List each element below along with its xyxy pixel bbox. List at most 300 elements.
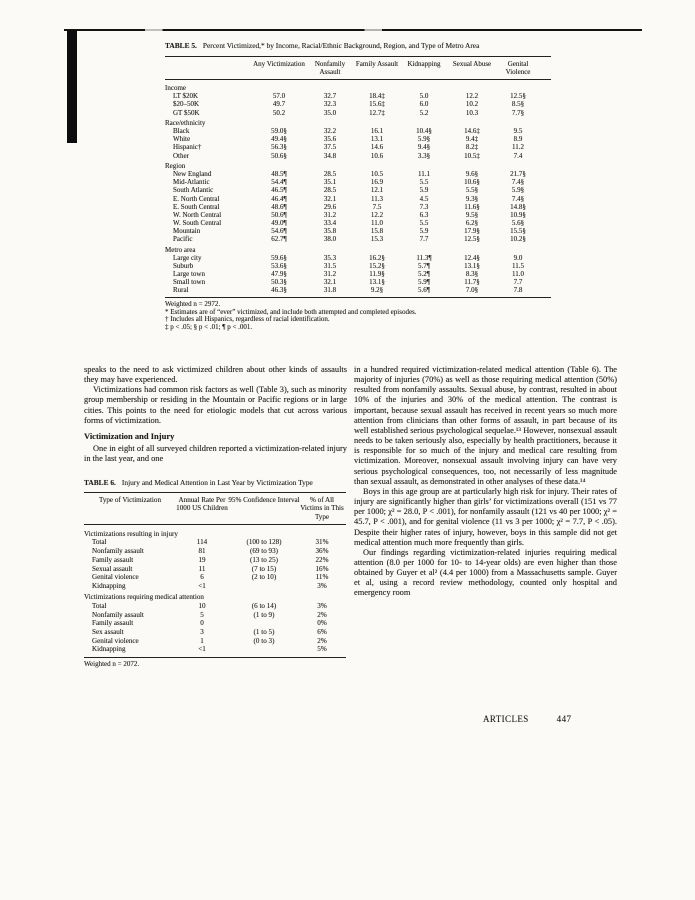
table5-cell-genital-violence: 7.4§	[511, 194, 525, 203]
table5-cell-family-assault: 15.6‡	[369, 100, 385, 109]
table5-cell-kidnapping	[399, 84, 449, 92]
table5-cell-sexual-abuse: 8.3§	[465, 269, 479, 278]
table6-cell-percent-of-victims: 5%	[317, 645, 327, 654]
table5-cell-nonfamily-assault: 35.6	[323, 135, 337, 144]
table5-row-label: Rural	[173, 286, 189, 295]
table5-row	[165, 109, 551, 117]
paragraph: Boys in this age group are at particularly high risk for injury. Their rates of injury are significantly higher than girls’ for victimizations overall (151 vs 77 per 1000; χ² = 28.0, P < .001), for nonfamily assault (121 vs 40 per 1000; χ² = 45.7, P < .001), and for genital violence (11 vs 3 per 1000; χ² = 7.7, P < .05). Despite their higher rates of injury, however, boys in this sample did not get medical attention much more frequently than girls.	[354, 486, 617, 547]
table6-row	[84, 530, 346, 539]
table5-footnote: * Estimates are of “ever” victimized, and include both attempted and completed episodes.	[165, 307, 417, 316]
table5-cell-kidnapping: 9.4§	[417, 143, 431, 152]
table5-cell-nonfamily-assault: 37.5	[323, 143, 337, 152]
table6-row-label: Genital violence	[92, 573, 139, 582]
table6-cell-confidence-interval	[228, 645, 300, 654]
table5-row-label: Mountain	[173, 226, 201, 235]
table6-header-row	[84, 492, 346, 525]
table5-cell-genital-violence: 9.5	[513, 127, 523, 136]
table5-cell-nonfamily-assault: 35.1	[323, 178, 337, 187]
table5-cell-sexual-abuse	[449, 162, 495, 170]
table5-cell-any-victimization: 49.0¶	[271, 218, 287, 227]
table5	[165, 42, 551, 331]
table5-row	[165, 162, 551, 170]
table5-row	[165, 127, 551, 135]
table5-row	[165, 203, 551, 211]
table5-row	[165, 227, 551, 235]
scan-binding-mark	[67, 30, 77, 143]
table5-cell-genital-violence	[495, 162, 541, 170]
table6-cell-confidence-interval: (1 to 9)	[253, 610, 275, 619]
table5-row	[165, 84, 551, 92]
table6-caption	[84, 479, 346, 488]
table6-row	[84, 611, 346, 620]
table6-row-label: Sexual assault	[92, 564, 133, 573]
table5-cell-kidnapping: 5.7¶	[418, 261, 430, 270]
table5-row-label: Mid-Atlantic	[173, 178, 210, 187]
table5-cell-genital-violence	[495, 84, 541, 92]
table5-cell-nonfamily-assault	[305, 162, 355, 170]
table5-cell-sexual-abuse: 5.5§	[465, 186, 479, 195]
table6-cell-confidence-interval: (6 to 14)	[251, 601, 277, 610]
table5-cell-genital-violence: 7.8	[513, 286, 523, 295]
paragraph: speaks to the need to ask victimized children about other kinds of assaults they may have experienced.	[84, 365, 347, 385]
table5-row	[165, 246, 551, 254]
table6-cell-annual-rate: 81	[198, 547, 206, 556]
table5-cell-nonfamily-assault: 32.1	[323, 277, 337, 286]
table5-cell-kidnapping	[399, 246, 449, 254]
table5-cell-family-assault: 7.5	[372, 202, 382, 211]
table6-cell-confidence-interval: (0 to 3)	[253, 636, 275, 645]
table5-cell-kidnapping: 5.5	[419, 178, 429, 187]
table5-row-label: W. North Central	[173, 210, 222, 219]
footer-section-label: ARTICLES	[483, 714, 529, 724]
table5-row-label: Income	[165, 84, 186, 93]
table5-cell-sexual-abuse: 7.0§	[465, 286, 479, 295]
table5-cell-genital-violence: 14.8§	[510, 202, 526, 211]
table5-row	[165, 219, 551, 227]
table5-cell-genital-violence: 11.5	[512, 261, 524, 270]
table5-cell-sexual-abuse: 10.5‡	[464, 151, 480, 160]
table5-cell-kidnapping	[399, 119, 449, 127]
table5-cell-nonfamily-assault: 32.7	[323, 92, 337, 101]
table6-row	[84, 637, 346, 646]
table5-row	[165, 186, 551, 194]
table6-cell-confidence-interval: (69 to 93)	[250, 547, 278, 556]
table5-cell-any-victimization: 56.3§	[271, 143, 287, 152]
table5-cell-any-victimization	[253, 119, 305, 127]
table5-cell-nonfamily-assault: 32.1	[323, 194, 337, 203]
table5-caption	[165, 42, 551, 51]
table6-row	[84, 565, 346, 574]
table5-cell-family-assault: 14.6	[370, 143, 384, 152]
table6-cell-percent-of-victims: 3%	[317, 601, 327, 610]
table5-cell-family-assault	[355, 84, 399, 92]
table5-footnote: Weighted n = 2972.	[165, 300, 221, 309]
table6-row-label: Kidnapping	[92, 581, 126, 590]
table5-cell-genital-violence: 5.6§	[511, 218, 525, 227]
table5-body	[165, 80, 551, 298]
table5-cell-nonfamily-assault: 35.3	[323, 253, 337, 262]
table6-row-label: Victimizations resulting in injury	[84, 529, 178, 538]
table5-cell-nonfamily-assault: 31.8	[323, 286, 337, 295]
table6-cell-annual-rate: 1	[200, 636, 204, 645]
table5-cell-any-victimization: 46.4¶	[271, 194, 287, 203]
table5-column-header: Family Assault	[355, 59, 399, 68]
table5-cell-family-assault: 9.2§	[370, 286, 384, 295]
table5-cell-kidnapping: 5.6¶	[418, 286, 430, 295]
table6-caption-text: Injury and Medical Attention in Last Year by Victimization Type	[121, 478, 313, 488]
table6-cell-annual-rate: 19	[198, 555, 206, 564]
table5-cell-nonfamily-assault: 28.5	[323, 170, 337, 179]
table5-header-blank-cell	[165, 60, 253, 76]
table6-row-label: Family assault	[92, 555, 134, 564]
scan-top-rule	[64, 29, 642, 31]
table5-row-label: GT $50K	[173, 108, 200, 117]
table6-row-label: Nonfamily assault	[92, 610, 144, 619]
table6-cell-confidence-interval: (2 to 10)	[251, 573, 277, 582]
table5-cell-kidnapping: 5.2	[419, 108, 429, 117]
table5-row-label: Suburb	[173, 261, 194, 270]
table5-cell-nonfamily-assault: 32.2	[323, 127, 337, 136]
table5-row	[165, 135, 551, 143]
table5-cell-any-victimization: 59.0§	[271, 127, 287, 136]
table5-cell-family-assault: 11.9§	[369, 269, 385, 278]
table5-cell-any-victimization: 49.7	[272, 100, 286, 109]
table5-row	[165, 143, 551, 151]
table5-cell-kidnapping: 5.5	[419, 218, 429, 227]
table5-footnotes	[165, 301, 551, 331]
table5-cell-any-victimization	[253, 84, 305, 92]
table5-cell-nonfamily-assault: 34.8	[323, 151, 337, 160]
paragraph: Victimizations had common risk factors as well (Table 3), such as minority group membership or residing in the Mountain or Pacific regions or in large cities. This points to the need for etiologic models that cut across various forms of victimization.	[84, 385, 347, 425]
table5-row-label: Other	[173, 151, 189, 160]
table5-cell-family-assault: 10.5	[370, 170, 384, 179]
table6-cell-confidence-interval: (13 to 25)	[250, 555, 278, 564]
table5-cell-sexual-abuse: 10.2	[465, 100, 479, 109]
table5-row-label: Region	[165, 162, 186, 171]
table5-row-label: Large town	[173, 269, 205, 278]
table5-row-label: New England	[173, 170, 212, 179]
table5-row-label: $20–50K	[173, 100, 200, 109]
table5-cell-nonfamily-assault: 33.4	[323, 218, 337, 227]
table5-cell-kidnapping: 6.3	[419, 210, 429, 219]
paragraph: One in eight of all surveyed children reported a victimization-related injury in the last year, and one	[84, 443, 347, 464]
table5-cell-any-victimization: 48.6¶	[271, 202, 287, 211]
table5-cell-kidnapping: 10.4§	[416, 127, 432, 136]
table6-row	[84, 538, 346, 547]
table6-cell-confidence-interval	[228, 582, 300, 591]
table5-row	[165, 92, 551, 100]
table5-cell-family-assault: 16.1	[370, 127, 384, 136]
table6-cell-percent-of-victims: 31%	[315, 538, 329, 547]
table6-cell-annual-rate: 10	[198, 601, 206, 610]
table5-cell-sexual-abuse: 11.7§	[464, 277, 480, 286]
table5-cell-kidnapping: 7.7	[419, 234, 429, 243]
table6-cell-confidence-interval: (1 to 5)	[253, 628, 275, 636]
table5-cell-family-assault: 12.7‡	[369, 108, 385, 117]
table5-cell-kidnapping: 3.3§	[417, 151, 431, 160]
table6-cell-annual-rate: 114	[196, 538, 208, 547]
table6-cell-percent-of-victims: 0%	[317, 619, 327, 628]
table5-row	[165, 211, 551, 219]
table5-cell-nonfamily-assault: 35.0	[323, 108, 337, 117]
table5-cell-nonfamily-assault: 28.5	[323, 186, 337, 195]
table6-cell-confidence-interval: (100 to 128)	[246, 538, 282, 547]
table6-cell-annual-rate: 0	[200, 619, 204, 628]
table5-cell-family-assault	[355, 246, 399, 254]
table5-row-label: E. South Central	[173, 202, 220, 211]
paragraph: in a hundred required victimization-related medical attention (Table 6). The majority of injuries (70%) as well as those requiring medical attention (50%) resulted from nonfamily assaults. Sexual abuse, by contrast, resulted in about 10% of the injuries and 30% of the medical attention. The contrast is important, because sexual assault has received in recent years so much more attention from clinicians than other forms of assault, in part because of its well established serious psychological sequelae.¹³ However, nonsexual assault needs to be taken seriously also, especially by health practitioners, because it is responsible for so much of the injury and medical care resulting from victimization. Moreover, nonsexual assault involving injury can have very serious psychological consequences, too, not necessarily of less magnitude than sexual assault, as demonstrated in other analyses of these data.¹⁴	[354, 365, 617, 486]
table5-cell-sexual-abuse: 12.2	[465, 92, 479, 101]
table5-column-header: Kidnapping	[407, 59, 441, 68]
table5-row	[165, 254, 551, 262]
table5-cell-genital-violence	[495, 119, 541, 127]
table5-cell-genital-violence: 11.0	[512, 269, 524, 278]
table6-cell-annual-rate: <1	[198, 645, 206, 654]
table5-cell-sexual-abuse: 9.3§	[465, 194, 479, 203]
table5-cell-family-assault: 15.2§	[369, 261, 385, 270]
table5-cell-kidnapping: 11.1	[418, 170, 430, 179]
table5-cell-genital-violence: 8.9	[513, 135, 523, 144]
table5-row	[165, 100, 551, 108]
table5-cell-family-assault: 15.3	[370, 234, 384, 243]
table5-row	[165, 170, 551, 178]
table5-row-label: Black	[173, 127, 190, 136]
table5-cell-kidnapping: 5.9	[419, 226, 429, 235]
table6-cell-percent-of-victims: 6%	[317, 628, 327, 636]
table6-cell-confidence-interval: (7 to 15)	[251, 564, 277, 573]
table5-caption-text: Percent Victimized,* by Income, Racial/Ethnic Background, Region, and Type of Metro Area	[202, 41, 480, 50]
table5-cell-any-victimization	[253, 162, 305, 170]
table5-cell-genital-violence: 7.7§	[511, 108, 525, 117]
left-column	[84, 365, 347, 669]
table6-column-header: Annual Rate Per 1000 US Children	[176, 496, 228, 513]
table6-cell-annual-rate: 6	[200, 573, 204, 582]
table5-row-label: Race/ethnicity	[165, 119, 206, 128]
table6-footnote: Weighted n = 2072.	[84, 660, 140, 669]
table5-cell-genital-violence: 11.2	[512, 143, 524, 152]
table5-cell-kidnapping: 5.2¶	[418, 269, 430, 278]
table5-row-label: Metro area	[165, 245, 196, 254]
table6-cell-percent-of-victims: 2%	[317, 610, 327, 619]
table5-row	[165, 270, 551, 278]
table6-row	[84, 593, 346, 602]
table5-cell-any-victimization: 49.4§	[271, 135, 287, 144]
table5-cell-sexual-abuse: 9.5§	[465, 210, 479, 219]
table5-row	[165, 195, 551, 203]
table6-row	[84, 619, 346, 628]
table5-cell-kidnapping	[399, 162, 449, 170]
table5-cell-family-assault: 12.1	[370, 186, 384, 195]
table5-cell-family-assault: 16.9	[370, 178, 384, 187]
table6-row-label: Total	[92, 601, 107, 610]
table5-row	[165, 262, 551, 270]
table5-cell-genital-violence: 7.4	[513, 151, 523, 160]
section-heading: Victimization and Injury	[84, 430, 175, 441]
table5-cell-kidnapping: 11.3¶	[416, 253, 432, 262]
table5-row-label: W. South Central	[173, 218, 222, 227]
table5-cell-kidnapping: 6.0	[419, 100, 429, 109]
table5-cell-sexual-abuse: 17.9§	[464, 226, 480, 235]
table5-column-header: Any Victimization	[253, 59, 305, 68]
table5-cell-family-assault: 13.1	[370, 135, 384, 144]
table6-row	[84, 547, 346, 556]
table5-cell-family-assault: 15.8	[370, 226, 384, 235]
table6-row	[84, 582, 346, 591]
table5-cell-family-assault: 11.0	[371, 218, 383, 227]
table5-cell-any-victimization: 50.2	[272, 108, 286, 117]
table5-cell-sexual-abuse: 13.1§	[464, 261, 480, 270]
table5-cell-nonfamily-assault	[305, 246, 355, 254]
table6-row-label: Total	[92, 538, 107, 547]
table5-row-label: South Atlantic	[173, 186, 214, 195]
table5-cell-any-victimization: 54.6¶	[271, 226, 287, 235]
table5-cell-any-victimization: 46.3§	[271, 286, 287, 295]
table5-row	[165, 178, 551, 186]
table5-cell-family-assault: 11.3	[371, 194, 383, 203]
paragraph: Our findings regarding victimization-related injuries requiring medical attention (8.0 per 1000 for 10- to 14-year olds) are even higher than those obtained by Guyer et al² (4.4 per 1000) from a Massachusetts sample. Guyer et al, using a record review methodology, counted only hospital and emergency room	[354, 547, 617, 598]
table6-cell-confidence-interval	[228, 619, 300, 628]
table5-row	[165, 235, 551, 243]
table6-column-header: 95% Confidence Interval	[228, 496, 300, 505]
table5-cell-genital-violence: 7.4§	[511, 178, 525, 187]
table6-row	[84, 573, 346, 582]
table5-cell-family-assault: 12.2	[370, 210, 384, 219]
table6-row-label: Victimizations requiring medical attention	[84, 593, 204, 602]
table5-cell-any-victimization: 50.6¶	[271, 210, 287, 219]
right-column	[354, 365, 617, 599]
table5-cell-family-assault	[355, 119, 399, 127]
table5-cell-nonfamily-assault: 29.6	[323, 202, 337, 211]
table5-cell-genital-violence	[495, 246, 541, 254]
table5-cell-any-victimization: 50.3§	[271, 277, 287, 286]
table5-cell-nonfamily-assault	[305, 119, 355, 127]
table6-cell-percent-of-victims: 22%	[315, 555, 329, 564]
table5-cell-sexual-abuse: 10.6§	[464, 178, 480, 187]
table5-cell-family-assault	[355, 162, 399, 170]
table5-row-label: LT $20K	[173, 92, 199, 101]
table5-cell-kidnapping: 5.9	[419, 186, 429, 195]
table5-cell-family-assault: 13.1§	[369, 277, 385, 286]
table5-cell-kidnapping: 5.9§	[417, 135, 431, 144]
table5-cell-family-assault: 10.6	[370, 151, 384, 160]
table5-cell-nonfamily-assault	[305, 84, 355, 92]
table5-cell-any-victimization: 62.7¶	[271, 234, 287, 243]
table5-cell-sexual-abuse: 9.4‡	[465, 135, 479, 144]
table5-cell-any-victimization: 59.6§	[271, 253, 287, 262]
table5-cell-nonfamily-assault: 31.5	[323, 261, 337, 270]
table6-cell-annual-rate: 11	[198, 564, 206, 573]
table6-column-header: Type of Victimization	[99, 496, 161, 505]
table5-cell-sexual-abuse	[449, 119, 495, 127]
table6-row-label: Kidnapping	[92, 645, 126, 654]
table5-row-label: E. North Central	[173, 194, 220, 203]
table5-cell-kidnapping: 7.3	[419, 202, 429, 211]
table6-cell-percent-of-victims: 3%	[317, 581, 327, 590]
table5-row-label: White	[173, 135, 191, 144]
table5-cell-kidnapping: 4.5	[419, 194, 429, 203]
table5-cell-genital-violence: 15.5§	[510, 226, 526, 235]
table6-row-label: Nonfamily assault	[92, 547, 144, 556]
table6-cell-percent-of-victims: 11%	[315, 573, 329, 582]
table5-cell-nonfamily-assault: 31.2	[323, 210, 337, 219]
table5-row-label: Pacific	[173, 234, 193, 243]
table5-row	[165, 119, 551, 127]
table6-column-header: % of All Victims in This Type	[300, 496, 344, 521]
table6-cell-percent-of-victims: 36%	[315, 547, 329, 556]
table6-caption-label: TABLE 6.	[84, 478, 116, 488]
table5-cell-sexual-abuse: 12.4§	[464, 253, 480, 262]
table5-row-label: Hispanic†	[173, 143, 202, 152]
table6-row	[84, 645, 346, 654]
table5-footnote: † Includes all Hispanics, regardless of racial identification.	[165, 315, 330, 324]
table5-cell-nonfamily-assault: 35.8	[323, 226, 337, 235]
footer-page-number: 447	[556, 714, 572, 724]
table5-cell-nonfamily-assault: 31.2	[323, 269, 337, 278]
table5-cell-sexual-abuse: 11.6§	[464, 202, 480, 211]
page-footer	[483, 714, 571, 724]
table5-cell-kidnapping: 5.0	[419, 92, 429, 101]
table5-column-header: Sexual Abuse	[452, 59, 492, 68]
table5-cell-kidnapping: 5.9¶	[418, 277, 430, 286]
table5-row	[165, 286, 551, 294]
table5-row-label: Small town	[173, 277, 206, 286]
table5-cell-family-assault: 18.4‡	[369, 92, 385, 101]
table5-cell-genital-violence: 5.9§	[511, 186, 525, 195]
table5-cell-sexual-abuse	[449, 246, 495, 254]
table5-row-label: Large city	[173, 253, 202, 262]
table5-cell-nonfamily-assault: 32.3	[323, 100, 337, 109]
table6-row-label: Genital violence	[92, 636, 139, 645]
table5-cell-any-victimization: 48.5¶	[271, 170, 287, 179]
table5-cell-genital-violence: 10.9§	[510, 210, 526, 219]
table5-cell-sexual-abuse: 14.6‡	[464, 127, 480, 136]
table5-cell-sexual-abuse: 8.2‡	[465, 143, 479, 152]
table6-cell-annual-rate: 3	[200, 628, 204, 636]
table5-footnote: ‡ p < .05; § p < .01; ¶ p < .001.	[165, 322, 253, 331]
table5-column-header: Nonfamily Assault	[314, 59, 346, 76]
table6-row	[84, 628, 346, 637]
table5-row	[165, 278, 551, 286]
table5-row	[165, 152, 551, 160]
table5-cell-genital-violence: 7.7	[513, 277, 523, 286]
table5-cell-sexual-abuse: 9.6§	[465, 170, 479, 179]
table5-column-header: Genital Violence	[505, 59, 531, 76]
table5-cell-sexual-abuse: 6.2§	[465, 218, 479, 227]
table5-cell-genital-violence: 8.5§	[511, 100, 525, 109]
table5-caption-label: TABLE 5.	[165, 41, 197, 50]
table6-body	[84, 525, 346, 658]
table5-cell-any-victimization: 54.4¶	[271, 178, 287, 187]
table6-cell-percent-of-victims: 16%	[315, 564, 329, 573]
table6-row-label: Sex assault	[92, 628, 124, 636]
table6-row	[84, 602, 346, 611]
table5-cell-nonfamily-assault: 38.0	[323, 234, 337, 243]
table5-cell-family-assault: 16.2§	[369, 253, 385, 262]
table6-cell-annual-rate: <1	[198, 581, 206, 590]
table5-header-row	[165, 56, 551, 80]
table5-cell-sexual-abuse	[449, 84, 495, 92]
table5-cell-genital-violence: 12.5§	[510, 92, 526, 101]
table6-row-label: Family assault	[92, 619, 134, 628]
table5-cell-genital-violence: 21.7§	[510, 170, 526, 179]
table5-cell-genital-violence: 10.2§	[510, 234, 526, 243]
table5-cell-sexual-abuse: 10.3	[465, 108, 479, 117]
table5-cell-any-victimization	[253, 246, 305, 254]
table6-cell-percent-of-victims: 2%	[317, 636, 327, 645]
table5-cell-any-victimization: 53.6§	[271, 261, 287, 270]
table5-cell-sexual-abuse: 12.5§	[464, 234, 480, 243]
table5-cell-any-victimization: 47.9§	[271, 269, 287, 278]
